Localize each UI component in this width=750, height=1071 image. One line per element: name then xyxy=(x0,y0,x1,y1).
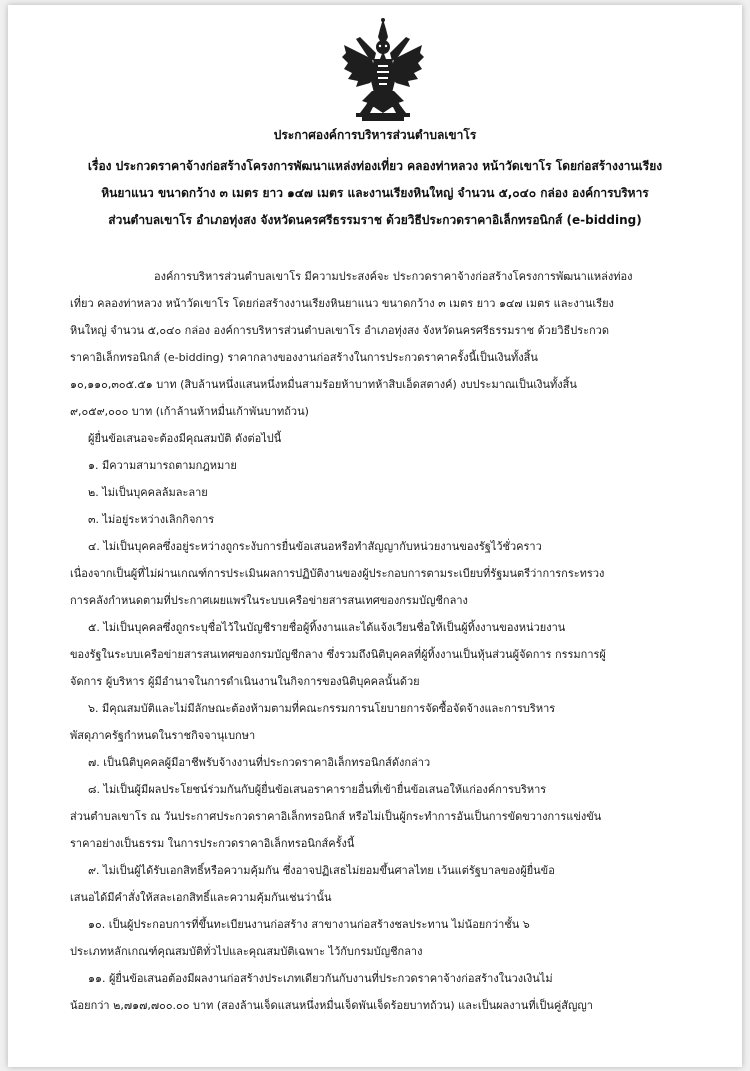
qualification-item: ๘. ไม่เป็นผู้มีผลประโยชน์ร่วมกันกับผู้ยื่นข้อเสนอราคารายอื่นที่เข้ายื่นข้อเสนอให้แก่องค์การบริหาร xyxy=(88,783,547,796)
paragraph-line: ของรัฐในระบบเครือข่ายสารสนเทศของกรมบัญชีกลาง ซึ่งรวมถึงนิติบุคคลที่ผู้ทิ้งงานเป็นหุ้นส่วนผู้จัดการ กรรมการผู้ xyxy=(70,648,606,661)
qualification-item: ๒. ไม่เป็นบุคคลล้มละลาย xyxy=(88,486,208,499)
paragraph-line: เนื่องจากเป็นผู้ที่ไม่ผ่านเกณฑ์การประเมินผลการปฏิบัติงานของผู้ประกอบการตามระเบียบที่รัฐมนตรีว่าการกระทรวง xyxy=(70,567,605,580)
subject-line: หินยาแนว ขนาดกว้าง ๓ เมตร ยาว ๑๔๗ เมตร และงานเรียงหินใหญ่ จำนวน ๕,๐๔๐ กล่อง องค์การบริหาร xyxy=(101,186,649,200)
qualification-item: ๕. ไม่เป็นบุคคลซึ่งถูกระบุชื่อไว้ในบัญชีรายชื่อผู้ทิ้งงานและได้แจ้งเวียนชื่อให้เป็นผู้ทิ้งงานของหน่วยงาน xyxy=(88,621,566,634)
announcement-body xyxy=(70,263,692,1019)
paragraph-line: หินใหญ่ จำนวน ๕,๐๔๐ กล่อง องค์การบริหารส่วนตำบลเขาโร อำเภอทุ่งสง จังหวัดนครศรีธรรมราช ด้วยวิธีประกวด xyxy=(70,324,610,337)
garuda-emblem xyxy=(342,17,424,123)
paragraph-line: เที่ยว คลองท่าหลวง หน้าวัดเขาโร โดยก่อสร้างงานเรียงหินยาแนว ขนาดกว้าง ๓ เมตร ยาว ๑๔๗ เมตร และงานเรียง xyxy=(70,297,614,310)
qualifications-intro: ผู้ยื่นข้อเสนอจะต้องมีคุณสมบัติ ดังต่อไปนี้ xyxy=(88,432,282,445)
org-heading: ประกาศองค์การบริหารส่วนตำบลเขาโร xyxy=(273,128,477,142)
qualification-item: ๑. มีความสามารถตามกฎหมาย xyxy=(88,459,237,472)
paragraph-line: ๑๐,๑๑๐,๓๐๕.๕๑ บาท (สิบล้านหนึ่งแสนหนึ่งหมื่นสามร้อยห้าบาทห้าสิบเอ็ดสตางค์) งบประมาณเป็นเงินทั้งสิ้น xyxy=(70,378,577,391)
paragraph-line: ราคาอย่างเป็นธรรม ในการประกวดราคาอิเล็กทรอนิกส์ครั้งนี้ xyxy=(70,837,355,850)
subject-line: เรื่อง ประกวดราคาจ้างก่อสร้างโครงการพัฒนาแหล่งท่องเที่ยว คลองท่าหลวง หน้าวัดเขาโร โดยก่อสร้างงานเรียง xyxy=(87,159,663,173)
paragraph-line: ๙,๐๕๙,๐๐๐ บาท (เก้าล้านห้าหมื่นเก้าพันบาทถ้วน) xyxy=(70,405,309,418)
paragraph-line: พัสดุภาครัฐกำหนดในราชกิจจานุเบกษา xyxy=(70,729,256,742)
qualification-item: ๔. ไม่เป็นบุคคลซึ่งอยู่ระหว่างถูกระงับการยื่นข้อเสนอหรือทำสัญญากับหน่วยงานของรัฐไว้ชั่วคราว xyxy=(88,540,542,553)
qualification-item: ๑๑. ผู้ยื่นข้อเสนอต้องมีผลงานก่อสร้างประเภทเดียวกันกับงานที่ประกวดราคาจ้างก่อสร้างในวงเงินไม่ xyxy=(88,972,553,985)
paragraph-line: ประเภทหลักเกณฑ์คุณสมบัติทั่วไปและคุณสมบัติเฉพาะ ไว้กับกรมบัญชีกลาง xyxy=(70,945,423,958)
paragraph-line: น้อยกว่า ๒,๗๑๗,๗๐๐.๐๐ บาท (สองล้านเจ็ดแสนหนึ่งหมื่นเจ็ดพันเจ็ดร้อยบาทถ้วน) และเป็นผลงานที่เป็นคู่สัญญา xyxy=(70,999,593,1012)
document-page xyxy=(8,5,742,1067)
paragraph-line: องค์การบริหารส่วนตำบลเขาโร มีความประสงค์จะ ประกวดราคาจ้างก่อสร้างโครงการพัฒนาแหล่งท่อง xyxy=(154,270,633,283)
paragraph-line: การคลังกำหนดตามที่ประกาศเผยแพร่ในระบบเครือข่ายสารสนเทศของกรมบัญชีกลาง xyxy=(70,594,468,607)
qualification-item: ๗. เป็นนิติบุคคลผู้มีอาชีพรับจ้างงานที่ประกวดราคาอิเล็กทรอนิกส์ดังกล่าว xyxy=(88,756,431,769)
qualification-item: ๖. มีคุณสมบัติและไม่มีลักษณะต้องห้ามตามที่คณะกรรมการนโยบายการจัดซื้อจัดจ้างและการบริหาร xyxy=(88,702,556,715)
qualification-item: ๓. ไม่อยู่ระหว่างเลิกกิจการ xyxy=(88,513,215,526)
paragraph-line: ส่วนตำบลเขาโร ณ วันประกาศประกวดราคาอิเล็กทรอนิกส์ หรือไม่เป็นผู้กระทำการอันเป็นการขัดขวางการแข่งขัน xyxy=(70,810,602,823)
qualification-item: ๙. ไม่เป็นผู้ได้รับเอกสิทธิ์หรือความคุ้มกัน ซึ่งอาจปฏิเสธไม่ยอมขึ้นศาลไทย เว้นแต่รัฐบาลของผู้ยื่นข้อ xyxy=(88,864,555,877)
qualification-item: ๑๐. เป็นผู้ประกอบการที่ขึ้นทะเบียนงานก่อสร้าง สาขางานก่อสร้างชลประทาน ไม่น้อยกว่าชั้น ๖ xyxy=(88,918,530,931)
announcement-subject xyxy=(48,153,702,234)
subject-line: ส่วนตำบลเขาโร อำเภอทุ่งสง จังหวัดนครศรีธรรมราช ด้วยวิธีประกวดราคาอิเล็กทรอนิกส์ (e-bidding) xyxy=(108,213,642,227)
paragraph-line: เสนอได้มีคำสั่งให้สละเอกสิทธิ์และความคุ้มกันเช่นว่านั้น xyxy=(70,891,332,904)
paragraph-line: จัดการ ผู้บริหาร ผู้มีอำนาจในการดำเนินงานในกิจการของนิติบุคคลนั้นด้วย xyxy=(70,675,420,688)
paragraph-line: ราคาอิเล็กทรอนิกส์ (e-bidding) ราคากลางของงานก่อสร้างในการประกวดราคาครั้งนี้เป็นเงินทั้งสิ้น xyxy=(70,351,538,364)
